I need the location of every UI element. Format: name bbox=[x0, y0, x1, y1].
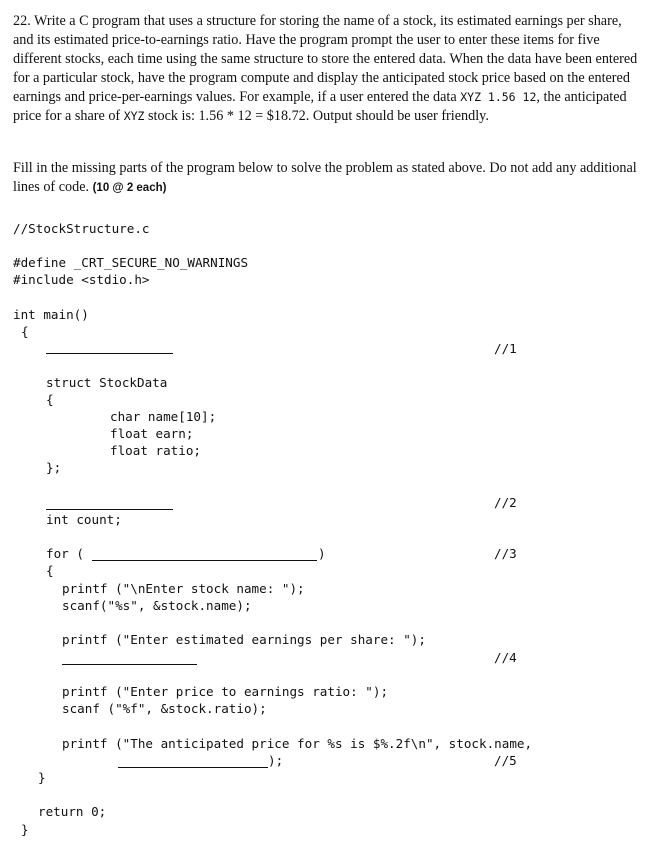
comment-1: //1 bbox=[494, 341, 517, 356]
code-for-prefix: for ( bbox=[46, 546, 84, 561]
code-printf-earn: printf ("Enter estimated earnings per share: "); bbox=[62, 632, 426, 647]
code-loop-open: { bbox=[46, 563, 54, 578]
code-struct-open: { bbox=[46, 392, 54, 407]
comment-4: //4 bbox=[494, 650, 517, 665]
comment-5: //5 bbox=[494, 753, 517, 768]
code-filename: //StockStructure.c bbox=[13, 221, 150, 236]
code-field-name: char name[10]; bbox=[110, 409, 217, 424]
instructions bbox=[13, 159, 641, 198]
points-note: (10 @ 2 each) bbox=[92, 182, 167, 194]
code-int-count: int count; bbox=[46, 512, 122, 527]
code-return: return 0; bbox=[38, 804, 107, 819]
blank-3[interactable] bbox=[92, 547, 317, 561]
code-field-earn: float earn; bbox=[110, 426, 194, 441]
code-printf-ratio: printf ("Enter price to earnings ratio: "); bbox=[62, 684, 389, 699]
blank-5[interactable] bbox=[118, 754, 268, 768]
problem-text-end: stock is: 1.56 * 12 = $18.72. Output should be user friendly. bbox=[144, 108, 489, 124]
code-main-signature: int main() bbox=[13, 307, 89, 322]
comment-2: //2 bbox=[494, 495, 517, 510]
example-input-code: XYZ 1.56 12 bbox=[460, 90, 537, 104]
code-result-end: ); bbox=[268, 753, 284, 768]
blank-4[interactable] bbox=[62, 651, 197, 665]
instructions-text: Fill in the missing parts of the program below to solve the problem as stated above. Do not add any additional lines of code. bbox=[13, 160, 637, 195]
problem-text: Write a C program that uses a structure for storing the name of a stock, its estimated earnings per share, and its estimated price-to-earnings ratio. Have the program prompt the user to enter these items for five different stocks, each time using the same structure to store the entered data. When the data have been entered for a particular stock, have the program compute and display the anticipated stock price based on the entered earnings and price-per-earnings values. For example, if a user entered the data bbox=[13, 13, 638, 105]
problem-statement bbox=[13, 12, 641, 126]
example-stock-code: XYZ bbox=[123, 109, 145, 123]
code-scanf-name: scanf("%s", &stock.name); bbox=[62, 598, 252, 613]
code-struct-close: }; bbox=[46, 460, 62, 475]
code-loop-close: } bbox=[38, 770, 46, 785]
code-field-ratio: float ratio; bbox=[110, 443, 201, 458]
blank-1[interactable] bbox=[46, 340, 173, 354]
code-struct-decl: struct StockData bbox=[46, 375, 168, 390]
code-scanf-ratio: scanf ("%f", &stock.ratio); bbox=[62, 701, 267, 716]
code-printf-result: printf ("The anticipated price for %s is $%.2f\n", stock.name, bbox=[62, 736, 533, 751]
problem-text-cont: , the anticipated price for a share of bbox=[13, 89, 627, 124]
comment-3: //3 bbox=[494, 546, 517, 561]
code-for-suffix: ) bbox=[318, 546, 326, 561]
code-define: #define _CRT_SECURE_NO_WARNINGS bbox=[13, 255, 249, 270]
code-printf-name: printf ("\nEnter stock name: "); bbox=[62, 581, 305, 596]
code-main-open-brace: { bbox=[21, 324, 29, 339]
code-main-close-brace: } bbox=[21, 822, 29, 837]
problem-number: 22. bbox=[13, 13, 31, 29]
blank-2[interactable] bbox=[46, 496, 173, 510]
code-include: #include <stdio.h> bbox=[13, 272, 150, 287]
